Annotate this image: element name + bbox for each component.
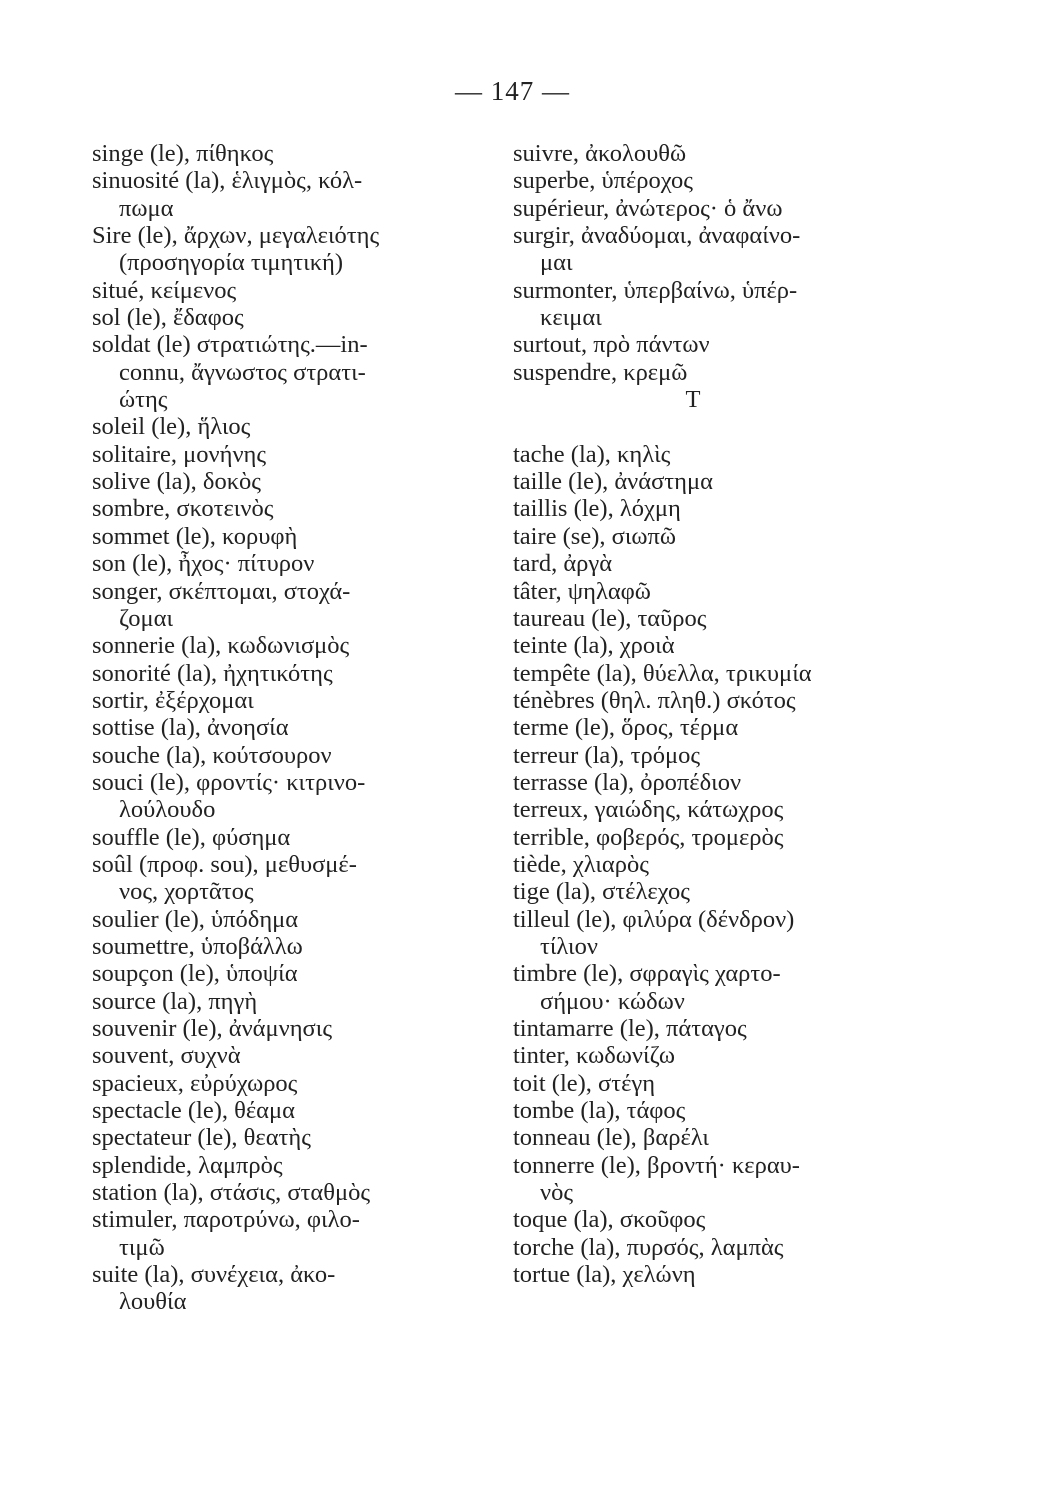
dictionary-entry: sottise (la), ἀνοησία (92, 714, 289, 742)
left-column (92, 140, 497, 1316)
dictionary-entry: teinte (la), χροιὰ (513, 632, 675, 660)
dictionary-entry: spectateur (le), θεατὴς (92, 1124, 311, 1152)
dictionary-entry: sinuosité (la), ἑλιγμὸς, κόλ- (92, 167, 363, 195)
dictionary-entry: sommet (le), κορυφὴ (92, 522, 298, 550)
dictionary-entry: tortue (la), χελώνη (513, 1261, 696, 1289)
dictionary-entry: songer, σκέπτομαι, στοχά- (92, 577, 351, 605)
dictionary-entry: tintamarre (le), πάταγος (513, 1015, 747, 1042)
entry-continuation: λούλουδο (119, 796, 216, 824)
dictionary-entry: terrible, φοβερός, τρομερὸς (513, 823, 784, 851)
dictionary-entry: stimuler, παροτρύνω, φιλο- (92, 1206, 360, 1234)
dictionary-entry: souche (la), κούτσουρον (92, 741, 332, 769)
dictionary-entry: sonnerie (la), κωδωνισμὸς (92, 632, 350, 660)
dictionary-entry: suite (la), συνέχεια, ἀκο- (92, 1261, 336, 1289)
dictionary-entry: solive (la), δοκὸς (92, 468, 261, 496)
entry-continuation: νος, χορτᾶτος (119, 878, 254, 906)
dictionary-entry: tilleul (le), φιλύρα (δένδρον) (513, 905, 795, 933)
dictionary-entry: soûl (προφ. sou), μεθυσμέ- (92, 850, 357, 878)
dictionary-entry: suivre, ἀκολουθῶ (513, 140, 687, 167)
dictionary-entry: sonorité (la), ἠχητικότης (92, 659, 333, 687)
section-letter-heading: T (685, 386, 701, 414)
dictionary-entry: singe (le), πίθηκος (92, 140, 274, 167)
dictionary-entry: splendide, λαμπρὸς (92, 1151, 283, 1179)
dictionary-entry: taille (le), ἀνάστημα (513, 468, 713, 496)
dictionary-entry: terreux, γαιώδης, κάτωχρος (513, 796, 784, 824)
dictionary-entry: son (le), ἦχος· πίτυρον (92, 550, 315, 578)
dictionary-entry: tard, ἀργὰ (513, 550, 613, 578)
right-column (513, 140, 913, 1288)
dictionary-entry: tache (la), κηλὶς (513, 440, 671, 468)
dictionary-entry: taillis (le), λόχμη (513, 495, 681, 523)
entry-continuation: κειμαι (540, 304, 602, 332)
dictionary-entry: soupçon (le), ὑποψία (92, 960, 298, 988)
dictionary-entry: station (la), στάσις, σταθμὸς (92, 1179, 371, 1207)
dictionary-entry: sol (le), ἔδαφος (92, 304, 244, 332)
dictionary-entry: souvenir (le), ἀνάμνησις (92, 1015, 333, 1042)
entry-continuation: τίλιον (540, 932, 598, 960)
dictionary-entry: superbe, ὑπέροχος (513, 167, 693, 195)
dictionary-entry: souci (le), φροντίς· κιτρινο- (92, 768, 366, 796)
dictionary-entry: soldat (le) στρατιώτης.—in- (92, 331, 368, 359)
dictionary-entry: source (la), πηγὴ (92, 987, 258, 1015)
dictionary-entry: souffle (le), φύσημα (92, 823, 291, 851)
dictionary-entry: tinter, κωδωνίζω (513, 1042, 675, 1070)
dictionary-entry: soumettre, ὑποβάλλω (92, 932, 303, 960)
dictionary-entry: suspendre, κρεμῶ (513, 358, 688, 386)
entry-continuation: μαι (540, 249, 573, 277)
dictionary-entry: torche (la), πυρσός, λαμπὰς (513, 1233, 784, 1261)
dictionary-entry: tâter, ψηλαφῶ (513, 577, 651, 605)
dictionary-entry: solitaire, μονήνης (92, 440, 267, 468)
entry-continuation: σήμου· κώδων (540, 987, 685, 1015)
entry-continuation: νὸς (540, 1179, 574, 1207)
dictionary-entry: Sire (le), ἄρχων, μεγαλειότης (92, 222, 380, 250)
dictionary-entry: surgir, ἀναδύομαι, ἀναφαίνο- (513, 222, 801, 250)
dictionary-entry: toque (la), σκοῦφος (513, 1206, 706, 1234)
entry-continuation: ζομαι (119, 604, 174, 632)
dictionary-entry: tiède, χλιαρὸς (513, 850, 649, 878)
entry-continuation: πωμα (119, 194, 174, 222)
dictionary-entry: situé, κείμενος (92, 276, 237, 304)
entry-continuation: (προσηγορία τιμητική) (119, 249, 344, 277)
dictionary-entry: surtout, πρὸ πάντων (513, 331, 710, 359)
dictionary-entry: spacieux, εὐρύχωρος (92, 1069, 298, 1097)
dictionary-entry: supérieur, ἀνώτερος· ὁ ἄνω (513, 194, 783, 222)
dictionary-entry: sortir, ἐξέρχομαι (92, 686, 254, 714)
entry-continuation: ώτης (119, 386, 168, 414)
dictionary-entry: terrasse (la), ὀροπέδιον (513, 768, 742, 796)
dictionary-entry: tombe (la), τάφος (513, 1097, 686, 1125)
dictionary-entry: tonnerre (le), βροντή· κεραυ- (513, 1151, 800, 1179)
dictionary-entry: taire (se), σιωπῶ (513, 522, 677, 550)
section-spacer (513, 413, 913, 440)
entry-continuation: connu, ἄγνωστος στρατι- (119, 358, 366, 386)
dictionary-entry: tonneau (le), βαρέλι (513, 1124, 709, 1152)
dictionary-entry: ténèbres (θηλ. πληθ.) σκότος (513, 686, 796, 714)
dictionary-entry: terme (le), ὅρος, τέρμα (513, 714, 739, 742)
page-number: — 147 — (455, 76, 570, 106)
dictionary-entry: tige (la), στέλεχος (513, 878, 690, 906)
dictionary-entry: terreur (la), τρόμος (513, 741, 701, 769)
dictionary-entry: timbre (le), σφραγὶς χαρτο- (513, 960, 781, 988)
dictionary-entry: soleil (le), ἥλιος (92, 413, 251, 441)
dictionary-entry: spectacle (le), θέαμα (92, 1097, 295, 1125)
dictionary-entry: tempête (la), θύελλα, τρικυμία (513, 659, 812, 687)
dictionary-entry: toit (le), στέγη (513, 1069, 656, 1097)
dictionary-entry: taureau (le), ταῦρος (513, 604, 707, 632)
dictionary-entry: surmonter, ὑπερβαίνω, ὑπέρ- (513, 276, 798, 304)
dictionary-entry: sombre, σκοτεινὸς (92, 495, 274, 523)
dictionary-entry: soulier (le), ὑπόδημα (92, 905, 299, 933)
entry-continuation: τιμῶ (119, 1233, 165, 1261)
entry-continuation: λουθία (119, 1288, 187, 1316)
dictionary-entry: souvent, συχνὰ (92, 1042, 241, 1070)
